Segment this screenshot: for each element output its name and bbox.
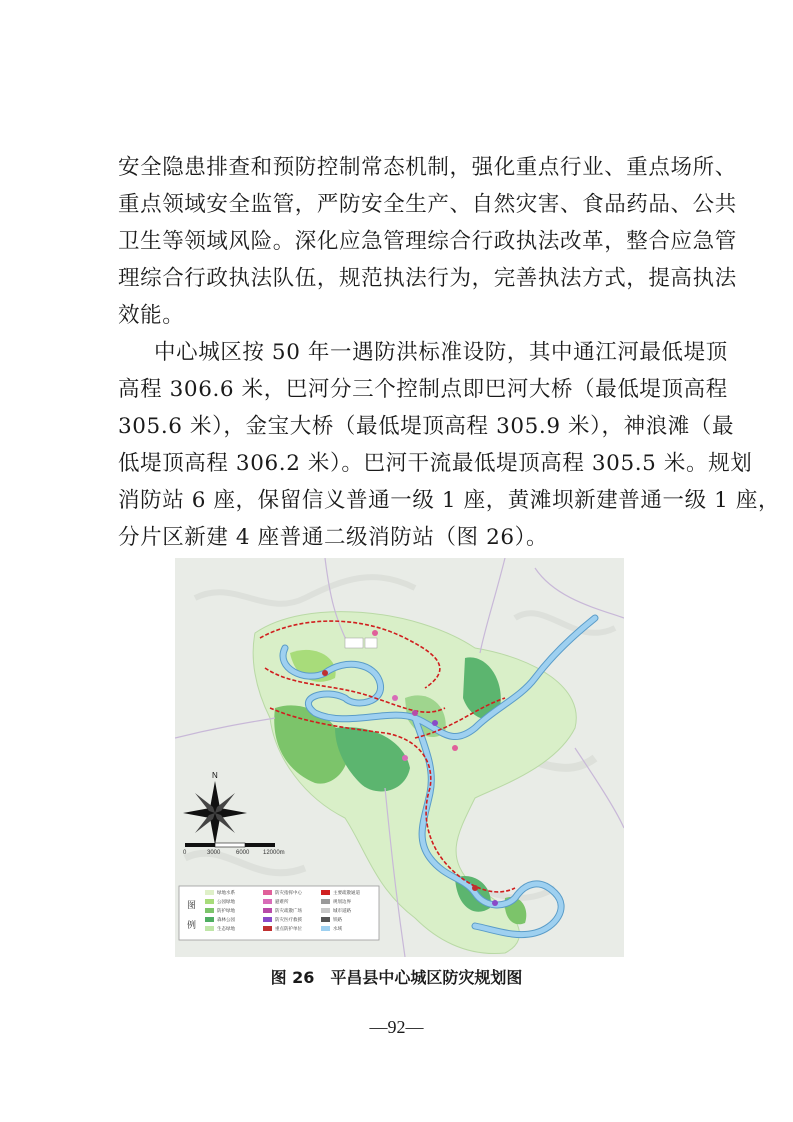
legend-label: 重点防护单位 [275,927,302,932]
map-legend [179,886,379,940]
legend-label: 铁路 [333,918,342,923]
legend-swatch [321,890,330,895]
legend-label: 城市道路 [333,909,351,914]
scale-label: 12000m [263,850,285,856]
paragraph-line: 消防站 6 座，保留信义普通一级 1 座，黄滩坝新建普通一级 1 座， [118,488,781,513]
legend-label: 防护绿地 [217,909,235,914]
legend-label: 主要疏散通道 [333,891,360,896]
scale-label: 6000 [236,850,250,856]
legend-label: 避难所 [275,900,289,905]
legend-swatch [205,908,214,913]
legend-title: 图 [187,901,197,911]
legend-label: 森林公园 [217,918,235,923]
legend-title: 例 [187,921,197,931]
figure-caption: 图 26 平昌县中心城区防灾规划图 [270,968,523,987]
legend-swatch [263,890,272,895]
legend-swatch [205,890,214,895]
paragraph-line: 重点领域安全监管，严防安全生产、自然灾害、食品药品、公共 [118,192,737,217]
legend-swatch [263,899,272,904]
paragraph-line: 分片区新建 4 座普通二级消防站（图 26）。 [118,525,549,550]
scale-label: 3000 [207,850,221,856]
paragraph-line: 305.6 米），金宝大桥（最低堤顶高程 305.9 米），神浪滩（最 [118,414,735,439]
scale-label: 0 [183,850,187,856]
disaster-prevention-map [175,558,624,957]
legend-swatch [321,908,330,913]
legend-label: 生态绿地 [217,927,235,932]
legend-swatch [205,899,214,904]
svg-text:N: N [212,771,218,780]
paragraph-line: 高程 306.6 米，巴河分三个控制点即巴河大桥（最低堤顶高程 [118,377,728,402]
legend-swatch [205,917,214,922]
legend-label: 水域 [333,927,342,932]
legend-label: 公园绿地 [217,900,235,905]
legend-swatch [263,908,272,913]
legend-swatch [263,926,272,931]
legend-swatch [321,917,330,922]
paragraph-line: 卫生等领域风险。深化应急管理综合行政执法改革，整合应急管 [118,229,737,254]
paragraph-line: 低堤顶高程 306.2 米）。巴河干流最低堤顶高程 305.5 米。规划 [118,451,753,476]
legend-swatch [321,899,330,904]
paragraph-line: 效能。 [118,303,185,328]
paragraph-line: 安全隐患排查和预防控制常态机制，强化重点行业、重点场所、 [118,155,737,180]
legend-swatch [263,917,272,922]
paragraph-line: 中心城区按 50 年一遇防洪标准设防，其中通江河最低堤顶 [154,340,728,365]
legend-swatch [205,926,214,931]
legend-label: 防灾医疗救援 [275,918,302,923]
legend-swatch [321,926,330,931]
legend-label: 防灾疏散广场 [275,909,302,914]
page-number: —92— [369,1017,424,1037]
legend-label: 规划边界 [333,900,351,905]
legend-label: 防灾指挥中心 [275,891,302,896]
paragraph-line: 理综合行政执法队伍，规范执法行为，完善执法方式，提高执法 [118,266,737,291]
legend-label: 绿地水系 [217,891,235,896]
